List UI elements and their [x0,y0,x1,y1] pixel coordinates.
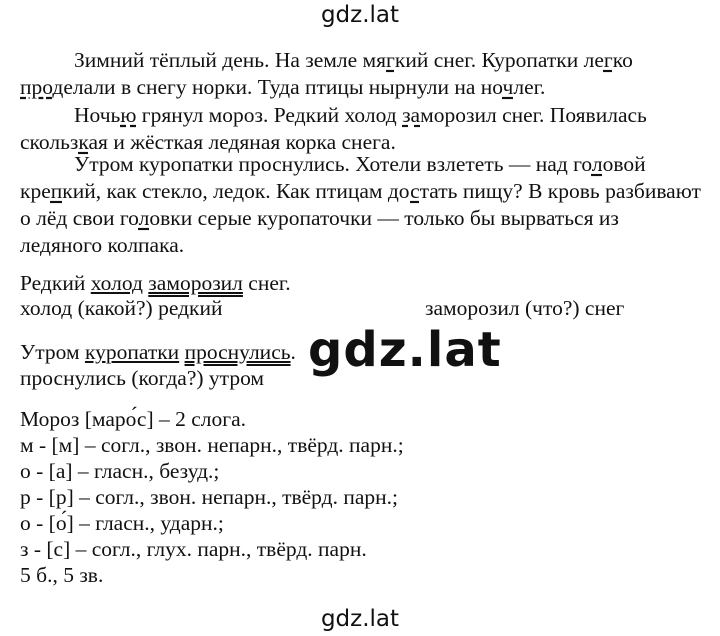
spelling-mark: д [294,103,306,127]
spelling-mark: ю [120,103,137,127]
paragraph-1-text [20,48,633,99]
spelling-mark: д [233,179,245,203]
phonetics-summary: 5 б., 5 зв. [20,563,104,587]
phonetics-row: о - [о́] – гласн., ударн.; [20,511,224,535]
paragraph-3 [20,151,705,259]
text-run: Ночь [74,103,121,127]
spelling-mark: д [385,103,397,127]
analysis-2-sentence [20,340,296,365]
spelling-mark: г [386,48,395,72]
analysis-1-sentence [20,271,291,296]
spelling-mark: к [78,130,89,154]
spelling-mark: с [410,179,420,203]
text-run: овой кре [20,152,646,203]
text-run: ок. Как птицам до [244,179,411,203]
spelling-mark: за [402,103,421,127]
text-run: грянул мороз. Ре [136,103,295,127]
text-run: кий, как стекло, ле [62,179,234,203]
text-run: яного колпака. [50,233,185,257]
sentence-period: . [290,340,296,364]
phonetics-row: о - [а] – гласн., безуд.; [20,459,220,483]
analysis-2-left: проснулись (когда?) утром [20,366,265,390]
spelling-mark: п [50,179,63,203]
text-run: морозил снег. Появилась скольз [20,103,647,154]
spelling-mark: про [20,75,53,99]
text-run: кий холо [305,103,386,127]
analysis-1-right: заморозил (что?) снег [425,296,625,320]
word-predicate-2: проснулись [184,340,291,364]
text-run: ко [612,48,633,72]
text-run: тать пищу? В кровь разбивают о лёд свои го [20,179,701,230]
text-run: ая и жёсткая ле [88,130,229,154]
text-run: Зимний тёплый день. На земле мя [74,48,387,72]
text-run: лег. [513,75,546,99]
paragraph-2 [20,102,705,156]
spelling-mark: л [138,206,150,230]
phonetics-row: з - [с] – согл., глух. парн., твёрд. парн. [20,537,367,561]
paragraph-3-text [20,152,701,257]
paragraph-2-text [20,103,647,154]
word-subject: холод [90,271,143,295]
word-subject-2: куропатки [84,340,180,364]
phonetics-row: м - [м] – согл., звон. непарн., твёрд. парн.; [20,433,404,457]
phonetics-header: Мороз [маро́с] – 2 слога. [20,407,246,431]
paragraph-1 [20,47,705,101]
word-adjective: Редкий [20,271,86,295]
text-run: яная корка снега. [239,130,396,154]
phonetics-row: р - [р] – согл., звон. непарн., твёрд. парн.; [20,485,398,509]
text-run: овки серые куропаточки — только бы вырваться из ле [20,206,619,257]
word-adverb: Утром [20,340,80,364]
text-run: Утром куропатки проснулись. Хотели взлететь — над го [74,152,592,176]
text-run: делали в снегу норки. Туда птицы нырнули на но [52,75,503,99]
watermark-bottom: gdz.lat [320,606,400,632]
watermark-top: gdz.lat [320,2,400,28]
spelling-mark: л [591,152,603,176]
text-run: кий снег. Куропатки ле [394,48,604,72]
word-predicate: заморозил [148,271,243,295]
spelling-mark: ч [502,75,514,99]
word-object: снег. [248,271,291,295]
spelling-mark: г [603,48,613,72]
spelling-mark: д [40,233,51,257]
analysis-1-left: холод (какой?) редкий [20,296,223,320]
watermark-center: gdz.lat [308,322,502,378]
spelling-mark: д [228,130,240,154]
